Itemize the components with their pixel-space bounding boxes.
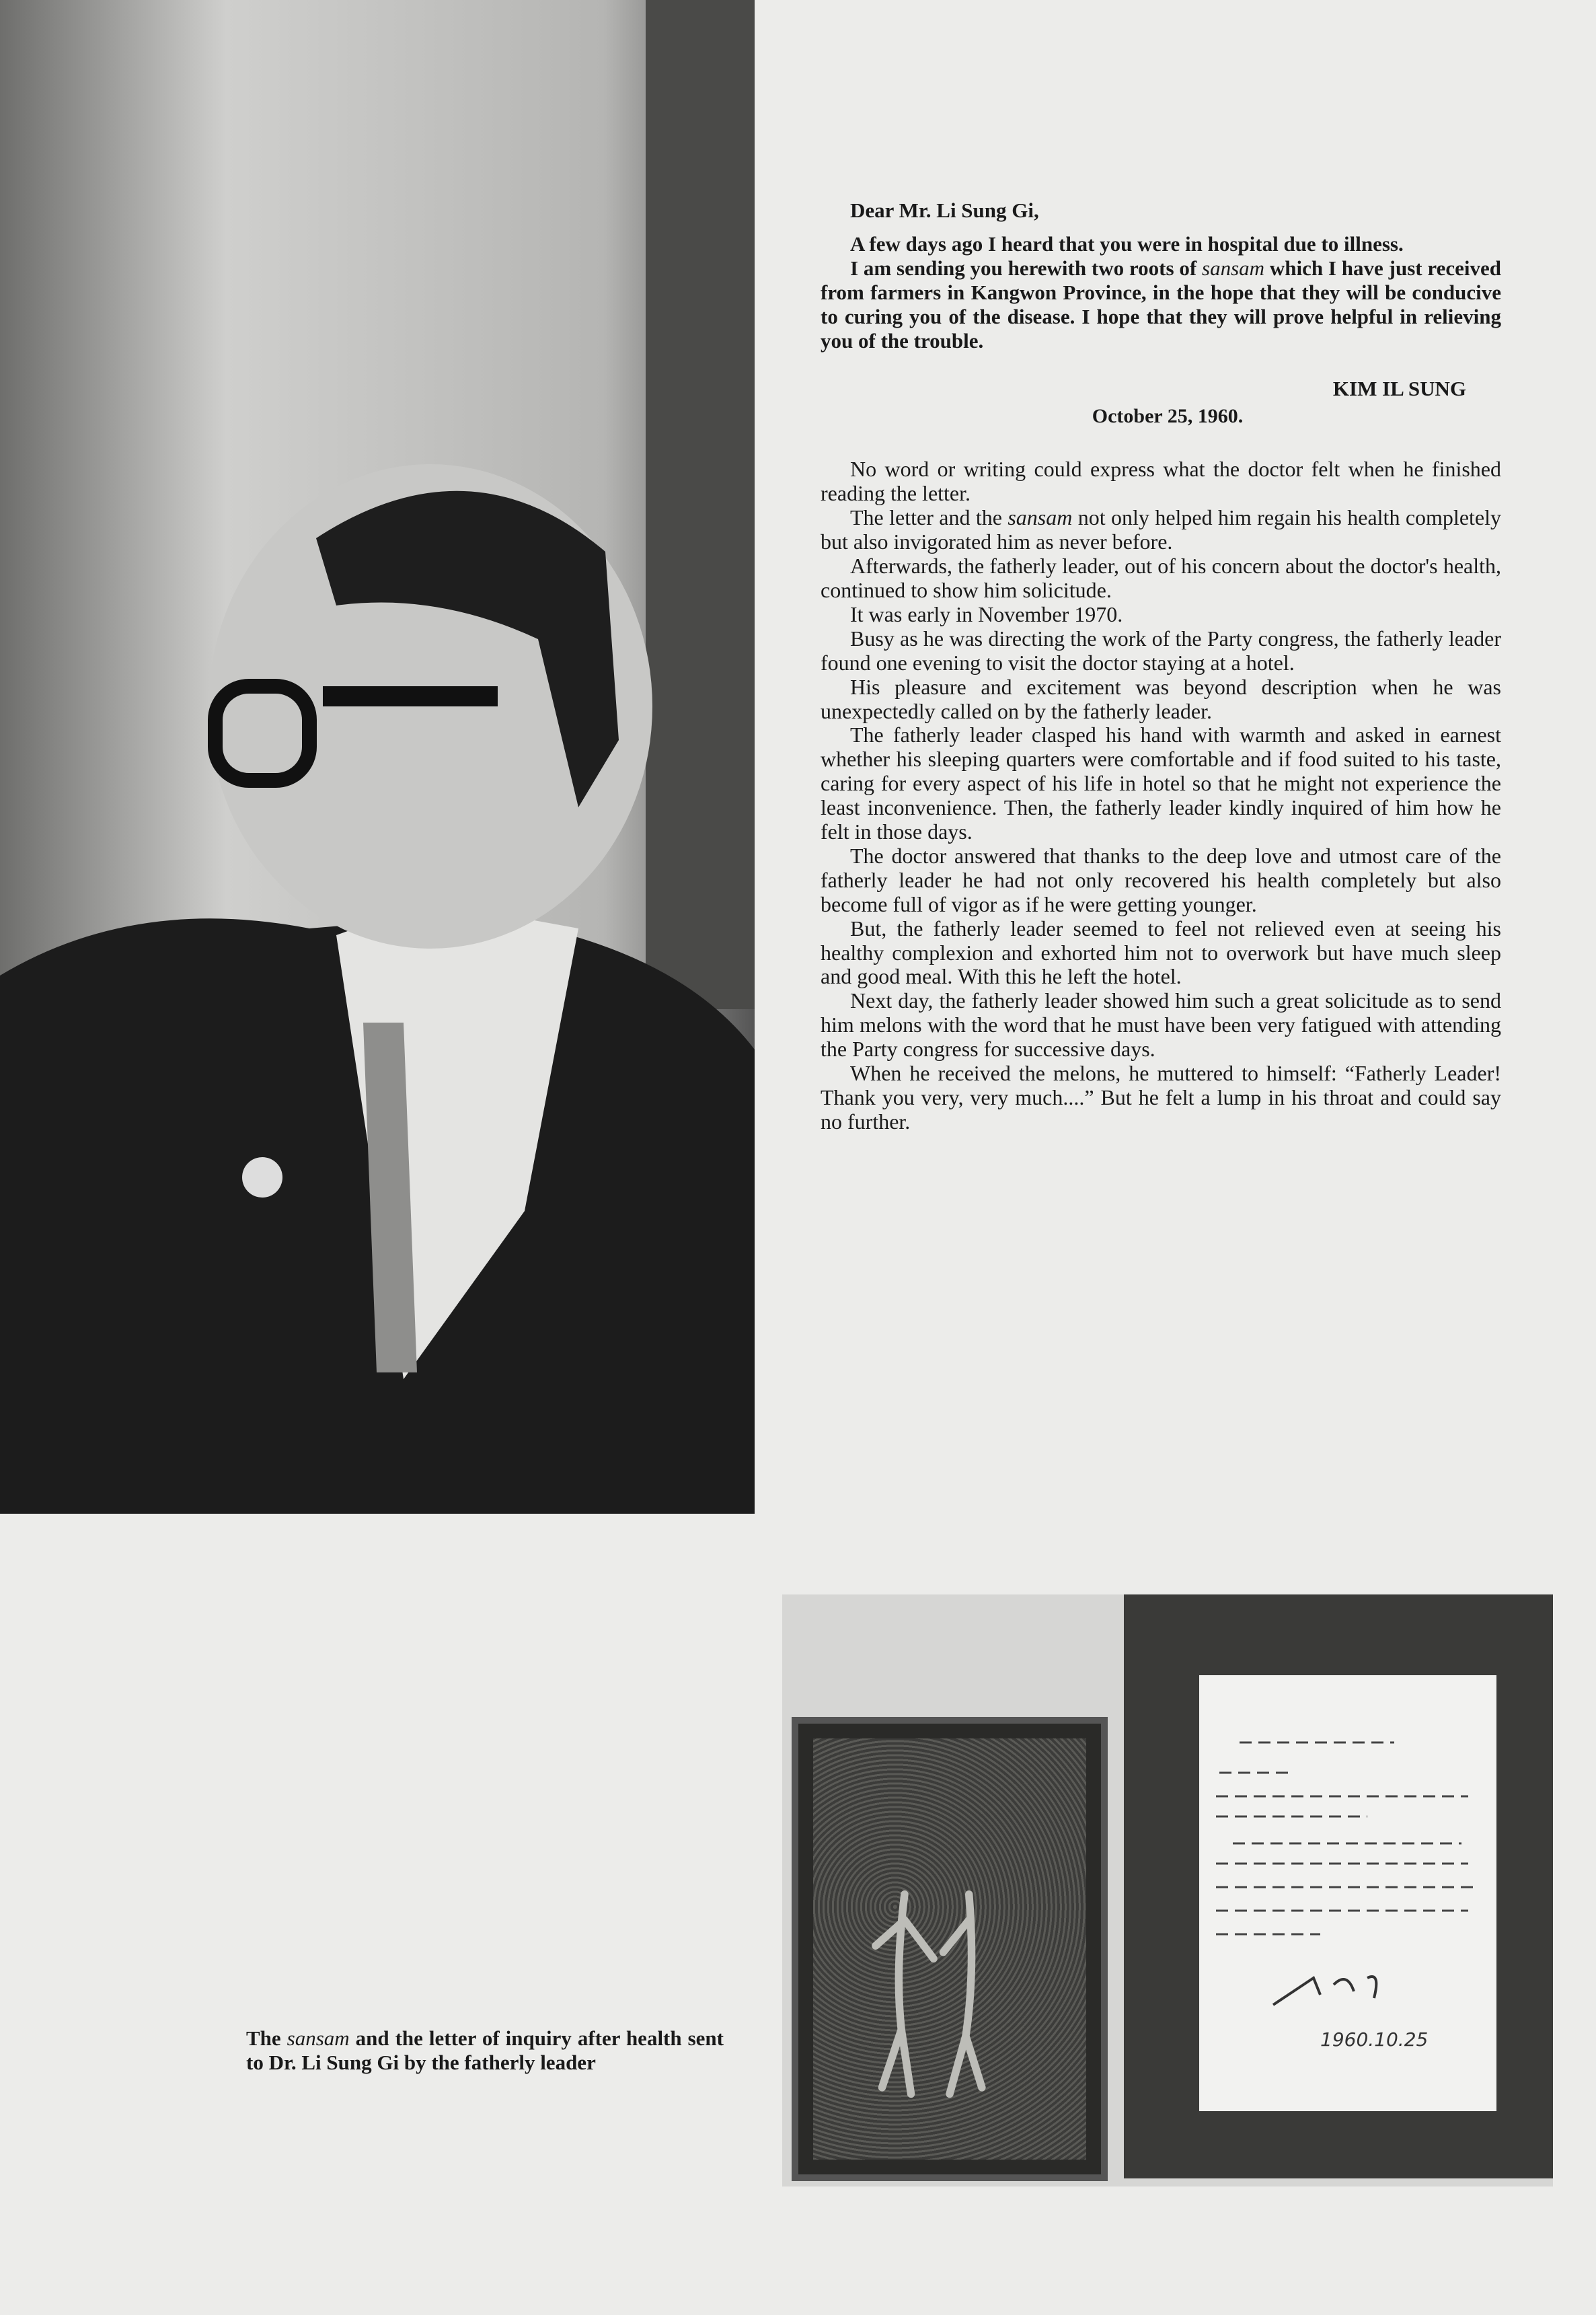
- text: The letter and the: [850, 505, 1008, 530]
- paragraph: [821, 506, 1501, 554]
- letter-paragraph: A few days ago I heard that you were in hospital due to illness.: [850, 231, 1404, 256]
- letter-signature: KIM IL SUNG: [1332, 377, 1466, 401]
- paragraph: The fatherly leader clasped his hand with warmth and asked in earnest whether his sleeping quarters were comfortable and if food suited to his taste, caring for every aspect of his life in hotel so that he might not experience the least inconvenience. Then, the fatherly leader kindly inquired of him how he felt in those days.: [821, 723, 1501, 844]
- letter-paragraph: [821, 256, 1501, 353]
- sansam-and-letter-photo: [782, 1594, 1553, 2187]
- paragraph: It was early in November 1970.: [850, 601, 1123, 626]
- article-column: [821, 198, 1501, 1134]
- paragraph: Busy as he was directing the work of the Party congress, the fatherly leader found one evening to visit the doctor staying at a hotel.: [821, 626, 1501, 675]
- text: not only helped him regain his health completely but also invigorated him as never before.: [821, 505, 1501, 554]
- paragraph: His pleasure and excitement was beyond description when he was unexpectedly called on by the fatherly leader.: [821, 674, 1501, 723]
- paragraph: But, the fatherly leader seemed to feel not relieved even at seeing his healthy complexion and exhorted him not to overwork but have much sleep and good meal. With this he left the hotel.: [821, 916, 1501, 989]
- letter-frame: [1124, 1594, 1553, 2178]
- letter-date: October 25, 1960.: [1092, 405, 1244, 428]
- italic-term: sansam: [1008, 505, 1073, 530]
- text: I am sending you herewith two roots of: [850, 256, 1203, 280]
- article-body: [821, 457, 1501, 1134]
- paragraph: When he received the melons, he muttered to himself: “Fatherly Leader! Thank you very, very much....” But he felt a lump in his throat and could say no further.: [821, 1061, 1501, 1134]
- paragraph: Next day, the fatherly leader showed him such a great solicitude as to send him melons with the word that he must have been very fatigued with attending the Party congress for successive days.: [821, 988, 1501, 1062]
- sansam-roots-icon: [798, 1724, 1101, 2174]
- handwritten-date: 1960.10.25: [1320, 2028, 1429, 2051]
- text: which I have just received from farmers in Kangwon Province, in the hope that they will be conducive to curing you of the disease. I hope that they will prove helpful in relieving you of the trouble.: [821, 256, 1501, 353]
- quoted-letter: [821, 198, 1501, 428]
- paragraph: The doctor answered that thanks to the deep love and utmost care of the fatherly leader he had not only recovered his health completely but also become full of vigor as if he were getting younger.: [821, 843, 1501, 916]
- portrait-photo: [0, 0, 755, 1514]
- sansam-box: [792, 1717, 1108, 2181]
- text: The: [246, 2026, 287, 2050]
- letter-salutation: Dear Mr. Li Sung Gi,: [850, 198, 1039, 222]
- italic-term: sansam: [287, 2026, 350, 2050]
- italic-term: sansam: [1202, 256, 1265, 280]
- paragraph: Afterwards, the fatherly leader, out of his concern about the doctor's health, continued to show him solicitude.: [821, 554, 1501, 602]
- photo-caption: [246, 2026, 724, 2075]
- paragraph: No word or writing could express what the doctor felt when he finished reading the letter.: [821, 457, 1501, 506]
- text: and the letter of inquiry after health sent to Dr. Li Sung Gi by the fatherly leader: [246, 2026, 724, 2074]
- handwritten-letter: [1199, 1675, 1496, 2111]
